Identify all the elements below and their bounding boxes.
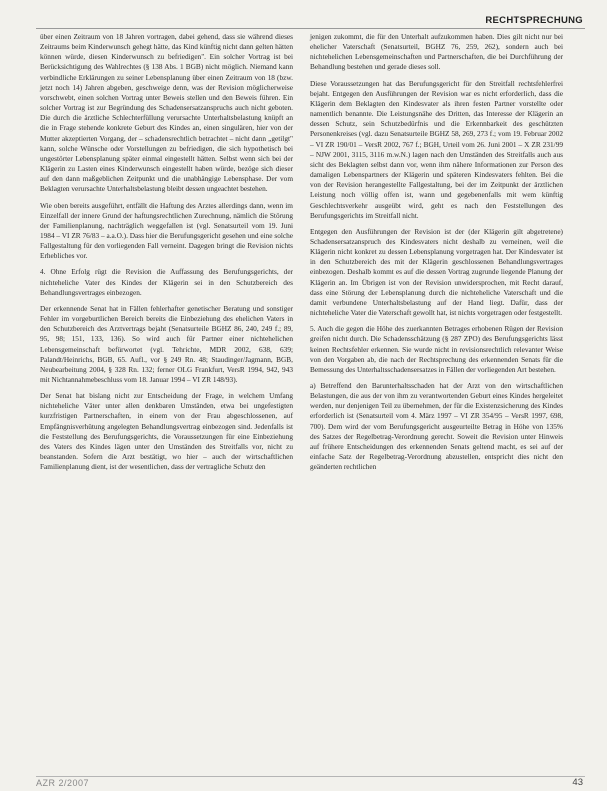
footer-journal: AZR 2/2007 xyxy=(36,778,90,788)
section-label: RECHTSPRECHUNG xyxy=(485,15,583,26)
left-column xyxy=(40,32,293,478)
paragraph: a) Betreffend den Barunterhaltsschaden hat der Arzt von den wirtschaftlichen Belastungen, die aus der von ihm zu verantwortenden Geburt eines Kindes hergeleitet werden, nur denjenigen Teil zu übernehmen, der für die Existenzsicherung des Kindes erforderlich ist (Senatsurteil vom 4. März 1997 – VI ZR 354/95 – VersR 1997, 698, 700). Dem wird der vom Berufungsgericht ausgeurteilte Betrag in Höhe von 135% des Satzes der Regelbetrag-Verordnung gerecht. Soweit die Revision unter Hinweis auf frühere Entscheidungen des erkennenden Senats geltend macht, es sei auf der einfache Satz der Regelbetrag-Verordnung abzustellen, entspricht dies nicht den geänderten rechtlichen xyxy=(310,381,563,472)
paragraph: Diese Voraussetzungen hat das Berufungsgericht für den Streitfall rechtsfehlerfrei bejaht. Entgegen den Ausführungen der Revision war es nicht erforderlich, dass die Klägerin dem Beklagten den Kindesvater als ihren festen Partner vorstellte oder namentlich benannte. Die Leistungsnähe des Dritten, das Interesse der Klägerin an dessen Schutz, sein Schutzbedürfnis und die Erkennbarkeit des geschützten Personenkreises (vgl. dazu Senatsurteile BGHZ 58, 269, 273 f.; vom 19. Februar 2002 – VI ZR 190/01 – VersR 2002, 767 f.; BGH, Urteil vom 26. Juni 2001 – X ZR 231/99 – NJW 2001, 3115, 3116 m.w.N.) lagen nach den Umständen des Streitfalls auch aus sicht des Beklagten selbst dann vor, wenn ihm nähere Informationen zur Person des damaligen Lebenspartners der Klägerin und späteren Kindesvaters fehlten. Bei die von der Revision herangestellte Fallgestaltung, bei der im Zeitpunkt der ärztlichen Leistung noch völlig offen ist, wann und gegebenenfalls mit wem künftig Geschlechtsverkehr ausgeübt wird, geht es nach den Feststellungen des Berufungsgerichts im Streitfall nicht. xyxy=(310,78,563,220)
header-rule xyxy=(36,28,585,29)
paragraph: 4. Ohne Erfolg rügt die Revision die Auffassung des Berufungsgerichts, der nichteheliche Vater des Kindes der Klägerin sei in den Schutzbereich des Behandlungsvertrages einbezogen. xyxy=(40,267,293,297)
page-number: 43 xyxy=(572,777,583,788)
paragraph: Entgegen den Ausführungen der Revision ist der (der Klägerin gilt abgetretene) Schadensersatzanspruch des Kindesvaters nicht deshalb zu verneinen, weil die Klägerin nicht konkret zu dessen Lebensplanung vorgetragen hat. Der Kindesvater ist in den Schutzbereich des mit der Klägerin geschlossenen Behandlungsvertrages einbezogen. Deshalb kommt es auf die dessen Vortrag zugrunde liegende Planung der Klägerin an. Im Übrigen ist von der Revision unwidersprochen, mit Recht darauf, dass eine Störung der Lebensplanung durch die nichteheliche Vaterschaft und die damit verbundene Unterhaltsbelastung auf der Hand liegt. Dafür, dass der nichteheliche Vater die Vaterschaft gewollt hat, ist nichts vorgetragen oder festgestellt. xyxy=(310,226,563,318)
right-column xyxy=(310,32,563,478)
paragraph: Der erkennende Senat hat in Fällen fehlerhafter genetischer Beratung und sonstiger Fehler im vorgeburtlichen Bereich bereits die Einbeziehung des ehelichen Vaters in den Schutzbereich des Arztvertrags bejaht (Senatsurteile BGHZ 86, 240, 249 f.; 89, 95, 98; 151, 133, 136). So wird auch für Partner einer nichtehelichen Lebensgemeinschaft befürwortet (vgl. Tehrichte, MDR 2002, 638, 639; Palandt/Heinrichs, BGB, 65. Aufl., vor § 249 Rn. 48; Staudinger/Jagmann, BGB, Neubearbeitung 2004, § 328 Rn. 132; ferner OLG Frankfurt, VersR 1994, 942, 943 mit Nichtannahmebeschluss vom 18. Januar 1994 – VI ZR 148/93). xyxy=(40,303,293,384)
paragraph: Der Senat hat bislang nicht zur Entscheidung der Frage, in welchem Umfang nichteheliche Väter unter allen denkbaren Umständen, etwa bei ungefestigten kurzfristigen Partnerschaften, in einem von der Frau abgeschlossenen, auf Empfängnisverhütung angelegten Behandlungsvertrag einbezogen sind. Jedenfalls ist die Feststellung des Berufungsgerichts, die Voraussetzungen für eine Einbeziehung des Vaters des Kindes lägen unter den Umständen des Streitfalls vor, nicht zu beanstanden. Sofern die Arzt bestätigt, wo hier – auch der wirtschaftlichen Familienplanung dient, ist der wesentlichen, dass der vertragliche Schutz den xyxy=(40,391,293,472)
paragraph: jenigen zukommt, die für den Unterhalt aufzukommen haben. Dies gilt nicht nur bei ehelicher Vaterschaft (Senatsurteil, BGHZ 76, 259, 262), sondern auch bei nichtehelichen Lebensgemeinschaften und Partnerschaften, die bei Durchführung der Behandlung bestehen und gerade dieses soll. xyxy=(310,32,563,72)
footer-rule xyxy=(36,776,585,777)
paragraph: über einen Zeitraum von 18 Jahren vortragen, dabei gehend, dass sie während dieses Zeitraums beim Kinderwunsch gehegt hätte, das Kind künftig nicht dann gelten hätten können würde, diesen Kinderwunsch zu befriedigen". Ein solcher Vortrag ist bei Berücksichtigung des Wahlrechtes (§ 138 Abs. 1 BGB) nicht möglich. Niemand kann verbindliche Erklärungen zu seiner Lebensplanung über einen Zeitraum von 18 (bzw. jetzt noch 14) Jahren abgeben, geschweige denn, was der Revision möglicherweise vorschwebt, einen solchen Vortrag unter Beweis stellen und den Beweis führen. Ein solcher Vortrag ist zur Begründung des Schadensersatzanspruchs auch nicht geboten. Die durch die ärztliche Schlechterfüllung verursachte Unterhaltsbelastung knüpft an die in Frage stehende konkrete Geburt des Kindes an, einen singulären, hier von der Mutter akzeptierten Vorgang, der – schadensrechtlich betrachtet – nicht dann „getilgt" kann, solche Wünsche oder Vorstellungen zu befriedigen, die sich hypothetisch bei ungestörter Lebensplanung später einmal eingestellt hätten. Selbst wenn sich bei der Klägerin zu Lasten eines Kinderwunsch eingestellt haben würde, bezöge sich dieser auf den dann maßgeblichen Zeitpunkt und die unabhängige Lebensphase. Der vom Beklagten verursachte Unterhaltsbelastung bleibt dessen ungeachtet bestehen. xyxy=(40,32,293,194)
paragraph: Wie oben bereits ausgeführt, entfällt die Haftung des Arztes allerdings dann, wenn im Einzelfall der innere Grund der haftungsrechtlichen Zurechnung, nämlich die Störung der Familienplanung, nachträglich weggefallen ist (vgl. Senatsurteil vom 19. Juni 1984 – VI ZR 76/83 – a.a.O.). Dass hier die Berufungsgericht gesehen und eine solche Fallgestaltung für den vorliegenden Fall verneint. Dagegen bringt die Revision nichts Erhebliches vor. xyxy=(40,200,293,261)
paragraph: 5. Auch die gegen die Höhe des zuerkannten Betrages erhobenen Rügen der Revision greifen nicht durch. Die Schadensschätzung (§ 287 ZPO) des Berufungsgerichts lässt keinen Rechtsfehler erkennen. Sie wurde nicht in revisionsrechtlich relevanter Weise von den Vorgaben ab, die nach der Rechtsprechung des erkennenden Senats für die Bemessung des Unterhaltsschadensersatzes in Fällen der vorliegenden Art bestehen. xyxy=(310,324,563,374)
